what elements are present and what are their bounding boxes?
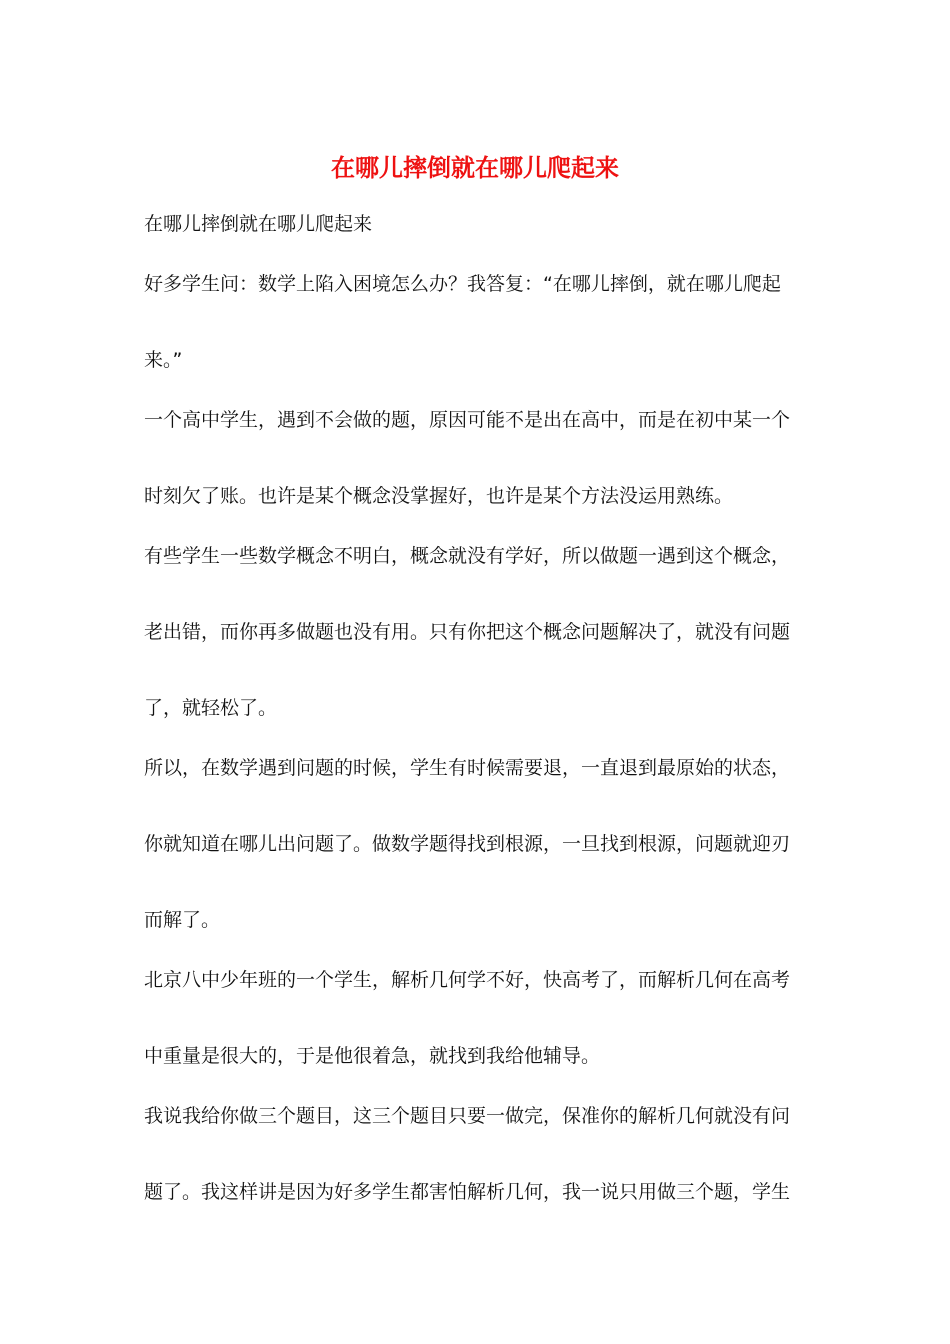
paragraph [144,266,804,378]
text-line: 所以，在数学遇到问题的时候，学生有时候需要退，一直退到最原始的状态， [144,757,791,779]
text-line: 了，就轻松了。 [144,697,278,719]
text-line: 一个高中学生，遇到不会做的题，原因可能不是出在高中，而是在初中某一个 [144,409,791,431]
document-body [144,206,804,1234]
text-line: 中重量是很大的，于是他很着急，就找到我给他辅导。 [144,1045,601,1067]
text-line: 有些学生一些数学概念不明白，概念就没有学好，所以做题一遇到这个概念， [144,545,791,567]
document-subtitle: 在哪儿摔倒就在哪儿爬起来 [144,213,373,235]
text-line: 老出错，而你再多做题也没有用。只有你把这个概念问题解决了，就没有问题 [144,621,791,643]
text-line: 我说我给你做三个题目，这三个题目只要一做完，保准你的解析几何就没有问 [144,1105,791,1127]
text-line: 北京八中少年班的一个学生，解析几何学不好，快高考了，而解析几何在高考 [144,969,791,991]
text-line: 而解了。 [144,909,221,931]
paragraph [144,1098,804,1210]
text-line: 你就知道在哪儿出问题了。做数学题得找到根源，一旦找到根源，问题就迎刃 [144,833,791,855]
paragraph [144,962,804,1074]
text-line: 来。” [144,349,183,371]
paragraph [144,750,804,938]
paragraph [144,402,804,514]
document-title: 在哪儿摔倒就在哪儿爬起来 [331,153,619,182]
text-line: 题了。我这样讲是因为好多学生都害怕解析几何，我一说只用做三个题，学生 [144,1181,791,1203]
text-line: 时刻欠了账。也许是某个概念没掌握好，也许是某个方法没运用熟练。 [144,485,734,507]
paragraph [144,538,804,726]
text-line: 好多学生问：数学上陷入困境怎么办？我答复：“在哪儿摔倒，就在哪儿爬起 [144,273,781,295]
